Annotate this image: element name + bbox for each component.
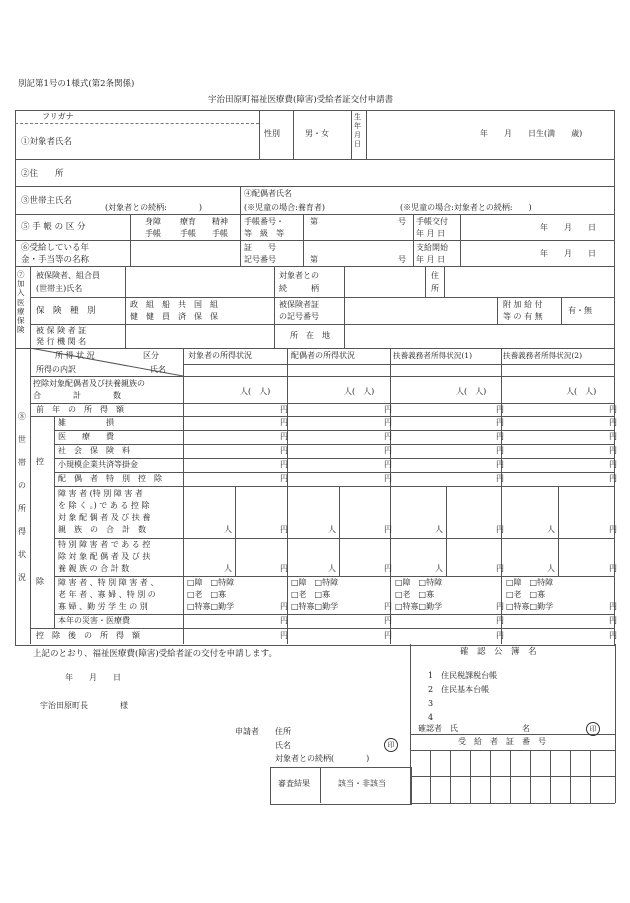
yen-mark: 円 <box>496 446 504 455</box>
yen-mark: 円 <box>280 602 288 611</box>
pension-label-2: 金・手当等の名称 <box>21 255 90 265</box>
special-line2: 老 年 者 、寡 婦 、特 別 の <box>58 590 156 599</box>
benefit-select[interactable]: 有・無 <box>568 306 592 315</box>
birth-date-field[interactable]: 年 月 日生(満 歳) <box>480 129 583 138</box>
yen-mark: 円 <box>280 525 288 534</box>
yen-mark: 円 <box>609 525 617 534</box>
register-1[interactable]: 1 住民税課税台帳 <box>428 671 498 680</box>
checkbox-c4-3[interactable]: □特寡□勤学 <box>506 602 554 611</box>
insurance-type-label: 保 険 種 別 <box>36 306 96 316</box>
yen-mark: 円 <box>496 616 504 625</box>
yen-mark: 円 <box>384 525 392 534</box>
insurance-symbol-label-2: の記号番号 <box>279 312 319 321</box>
handbook-number-label: 手帳番号・ <box>244 217 284 226</box>
insured-label-1: 被保険者、組合員 <box>36 271 100 280</box>
handbook-type-2[interactable]: 療育 <box>180 217 196 226</box>
yen-mark: 円 <box>496 631 504 640</box>
special-line3: 寡 婦 、勤 労 学 生 の 別 <box>58 602 148 611</box>
yen-mark: 円 <box>384 564 392 573</box>
pension-cert-label-1: 証 号 <box>244 243 276 252</box>
handbook-issue-date-field[interactable]: 年 月 日 <box>540 223 596 232</box>
issuer-name-field[interactable] <box>127 326 272 346</box>
yen-mark: 円 <box>384 432 392 441</box>
yen-mark: 円 <box>496 432 504 441</box>
person-mark: 人 <box>435 525 443 534</box>
insurance-type-options-1[interactable]: 政 組 船 共 国 組 <box>130 300 218 309</box>
deduction-spouse-special: 配 偶 者 特 別 控 除 <box>58 474 162 483</box>
furigana-field[interactable] <box>90 112 258 122</box>
yen-mark: 円 <box>609 418 617 427</box>
insurance-section-label: ⑦加入医療保険 <box>17 270 25 335</box>
dependents-value-1[interactable]: 人( 人) <box>240 387 271 396</box>
yen-mark: 円 <box>496 525 504 534</box>
yen-mark: 円 <box>496 474 504 483</box>
confirm-title: 確 認 公 簿 名 <box>460 647 537 657</box>
deduction-label-left: 控 <box>36 457 44 466</box>
pension-dai: 第 <box>310 255 318 264</box>
applicant-address-label: 住所 <box>275 727 291 736</box>
declaration-text: 上記のとおり、福祉医療費(障害)受給者証の交付を申請します。 <box>33 649 277 659</box>
applicant-name-label: ①対象者氏名 <box>21 137 73 147</box>
prev-income-label: 前 年 の 所 得 額 <box>36 405 124 414</box>
yen-mark: 円 <box>609 602 617 611</box>
income-name-label: 氏名 <box>150 365 166 374</box>
issuer-location-label: 所 在 地 <box>290 331 330 340</box>
issuer-location-field[interactable] <box>346 326 611 346</box>
form-number: 別記第1号の1様式(第2条関係) <box>18 79 135 89</box>
yen-mark: 円 <box>384 405 392 414</box>
issuer-label-2: 発 行 機 関 名 <box>36 337 87 346</box>
yen-mark: 円 <box>496 602 504 611</box>
review-label: 審査結果 <box>278 779 310 788</box>
income-status-label: 所 得 状 況 <box>55 351 95 360</box>
handbook-suffix-2: 手帳 <box>180 229 196 238</box>
address-field[interactable] <box>90 161 610 184</box>
furigana-label: フリガナ <box>42 112 74 121</box>
pension-start-label-2: 年 月 日 <box>416 255 446 264</box>
income-col-3: 扶養義務者所得状況(1) <box>393 351 473 360</box>
handbook-number-field[interactable] <box>320 216 396 238</box>
handbook-type-1[interactable]: 身障 <box>145 217 161 226</box>
yen-mark: 円 <box>384 602 392 611</box>
person-mark: 人 <box>328 564 336 573</box>
deduction-small-business: 小規模企業共済等掛金 <box>58 460 138 469</box>
pension-label-1: ⑥受給している年 <box>21 243 90 253</box>
pension-cert-label-2: 記号番号 <box>244 255 276 264</box>
person-mark: 人 <box>224 525 232 534</box>
handbook-dai: 第 <box>310 217 318 226</box>
insurance-type-options-2[interactable]: 健 健 員 済 保 保 <box>130 312 218 321</box>
income-category-label: 区分 <box>143 351 159 360</box>
yen-mark: 円 <box>280 631 288 640</box>
pension-start-date-field[interactable]: 年 月 日 <box>540 249 596 258</box>
benefit-label-2: 等 の 有 無 <box>503 312 543 321</box>
birth-label: 生年月日 <box>354 113 361 148</box>
insurance-address-label-1: 住 <box>431 271 439 280</box>
spouse-label: ④配偶者氏名 <box>244 189 292 198</box>
insurance-relation-label-1: 対象者との <box>279 271 319 280</box>
disabled2-line1: 特 別 障 害 者 で あ る 控 <box>58 540 151 549</box>
after-deduction-label: 控 除 後 の 所 得 額 <box>36 631 140 640</box>
insurance-symbol-field[interactable] <box>346 299 495 322</box>
yen-mark: 円 <box>280 418 288 427</box>
disabled2-line3: 養 親 族 の 合 計 数 <box>58 564 130 573</box>
handbook-issue-label: 手帳交付 <box>416 217 448 226</box>
yen-mark: 円 <box>609 405 617 414</box>
person-mark: 人 <box>547 564 555 573</box>
spouse-note: (※児童の場合:養育者) <box>244 203 325 212</box>
confirmer-label: 確認者 氏 名 <box>418 724 530 733</box>
pension-start-label-1: 支給開始 <box>416 243 448 252</box>
spouse-relation[interactable]: (※児童の場合:対象者との続柄: ) <box>400 203 532 212</box>
insurance-relation-label-2: 続 柄 <box>279 284 319 293</box>
person-mark: 人 <box>547 525 555 534</box>
income-col-4: 扶養義務者所得状況(2) <box>503 351 583 360</box>
person-mark: 人 <box>435 564 443 573</box>
gender-label: 性別 <box>264 129 280 138</box>
dependents-label-2: 合 計 数 <box>33 391 121 400</box>
checkbox-c2-1[interactable]: □障 □特障 <box>291 578 339 587</box>
pension-name-field[interactable] <box>132 242 238 264</box>
deduction-label-right: 除 <box>36 577 44 586</box>
checkbox-c4-2[interactable]: □老 □寡 <box>506 590 546 599</box>
yen-mark: 円 <box>280 432 288 441</box>
insurance-symbol-label-1: 被保険者証 <box>279 300 319 309</box>
issuer-label-1: 被 保 険 者 証 <box>36 326 87 335</box>
gender-select[interactable]: 男・女 <box>305 129 329 138</box>
benefit-label-1: 附 加 給 付 <box>503 300 543 309</box>
yen-mark: 円 <box>384 418 392 427</box>
handbook-suffix-1: 手帳 <box>145 229 161 238</box>
household-head-label: ③世帯主氏名 <box>21 196 73 206</box>
deduction-medical: 医 療 費 <box>58 432 114 441</box>
register-4[interactable]: 4 <box>428 713 434 722</box>
applicant-seal: 印 <box>384 738 398 752</box>
handbook-go: 号 <box>398 217 406 226</box>
checkbox-c3-2[interactable]: □老 □寡 <box>395 590 435 599</box>
checkbox-c2-2[interactable]: □老 □寡 <box>291 590 331 599</box>
address-label: ②住 所 <box>21 169 64 179</box>
pension-number-field[interactable] <box>320 242 396 264</box>
yen-mark: 円 <box>609 432 617 441</box>
confirmer-seal: 印 <box>586 722 600 736</box>
handbook-grade-label: 等 級 等 <box>244 229 284 238</box>
checkbox-c1-2[interactable]: □老 □寡 <box>187 590 227 599</box>
applicant-name-sign-label: 氏名 <box>275 741 291 750</box>
applicant-label: 申請者 <box>235 727 259 736</box>
checkbox-c1-1[interactable]: □障 □特障 <box>187 578 235 587</box>
income-section-label: ⑧世帯の所得状況 <box>18 412 26 582</box>
disaster-label: 本年の災害・医療費 <box>58 616 130 625</box>
yen-mark: 円 <box>384 474 392 483</box>
yen-mark: 円 <box>496 460 504 469</box>
yen-mark: 円 <box>609 474 617 483</box>
form-title: 宇治田原町福祉医療費(障害)受給者証交付申請書 <box>208 95 394 105</box>
checkbox-c1-3[interactable]: □特寡□勤学 <box>187 602 235 611</box>
insurance-address-label-2: 所 <box>431 284 439 293</box>
person-mark: 人 <box>328 525 336 534</box>
dependents-value-4[interactable]: 人( 人) <box>566 387 597 396</box>
yen-mark: 円 <box>280 616 288 625</box>
yen-mark: 円 <box>609 564 617 573</box>
yen-mark: 円 <box>280 564 288 573</box>
yen-mark: 円 <box>280 460 288 469</box>
deduction-social-insurance: 社 会 保 険 料 <box>58 446 130 455</box>
yen-mark: 円 <box>496 418 504 427</box>
yen-mark: 円 <box>280 446 288 455</box>
disabled2-line2: 除 対 象 配 偶 者 及 び 扶 <box>58 552 151 561</box>
handbook-issue-date-label: 年 月 日 <box>416 229 446 238</box>
dependents-value-2[interactable]: 人( 人) <box>344 387 375 396</box>
household-head-relation[interactable]: (対象者との続柄: ) <box>105 203 202 212</box>
yen-mark: 円 <box>609 446 617 455</box>
checkbox-c4-1[interactable]: □障 □特障 <box>506 578 554 587</box>
yen-mark: 円 <box>384 631 392 640</box>
yen-mark: 円 <box>609 460 617 469</box>
yen-mark: 円 <box>609 616 617 625</box>
register-2[interactable]: 2 住民基本台帳 <box>428 685 490 694</box>
pension-go: 号 <box>398 255 406 264</box>
disabled1-line2: を 除 く 。) で あ る 控 除 <box>58 501 150 510</box>
mayor-addressee: 宇治田原町長 様 <box>40 701 128 710</box>
yen-mark: 円 <box>384 446 392 455</box>
person-mark: 人 <box>224 564 232 573</box>
dependents-label-1: 控除対象配偶者及び扶養親族の <box>33 379 145 388</box>
yen-mark: 円 <box>280 474 288 483</box>
deduction-misc: 雑 損 <box>58 418 114 427</box>
handbook-type-label: ⑤ 手 帳 の 区 分 <box>21 222 86 232</box>
handbook-type-3[interactable]: 精神 <box>212 217 228 226</box>
cert-cell-divider <box>410 776 615 777</box>
handbook-suffix-3: 手帳 <box>212 229 228 238</box>
application-date[interactable]: 年 月 日 <box>65 673 121 682</box>
income-detail-label: 所得の内訳 <box>36 365 76 374</box>
disabled1-line4: 親 族 の 合 計 数 <box>58 525 146 534</box>
cert-cell-divider <box>615 750 616 803</box>
special-line1: 障 害 者 、特 別 障 害 者 、 <box>58 578 159 587</box>
register-3[interactable]: 3 <box>428 699 434 708</box>
yen-mark: 円 <box>496 564 504 573</box>
yen-mark: 円 <box>384 616 392 625</box>
checkbox-c2-3[interactable]: □特寡□勤学 <box>291 602 339 611</box>
insured-name-field[interactable] <box>127 268 272 295</box>
dependents-value-3[interactable]: 人( 人) <box>456 387 487 396</box>
review-result[interactable]: 該当・非該当 <box>338 779 386 788</box>
insurance-relation-field[interactable] <box>346 268 423 295</box>
yen-mark: 円 <box>384 460 392 469</box>
checkbox-c3-1[interactable]: □障 □特障 <box>395 578 443 587</box>
yen-mark: 円 <box>496 405 504 414</box>
yen-mark: 円 <box>609 631 617 640</box>
cert-number-label: 受 給 者 証 番 号 <box>458 737 546 746</box>
applicant-name-field[interactable] <box>90 126 258 158</box>
disabled1-line1: 障 害 者 (特 別 障 害 者 <box>58 489 143 498</box>
income-col-1: 対象者の所得状況 <box>188 351 252 360</box>
yen-mark: 円 <box>280 405 288 414</box>
applicant-relation[interactable]: 対象者との続柄( ) <box>275 754 370 763</box>
disabled1-line3: 対 象 配 偶 者 及 び 扶 養 <box>58 513 151 522</box>
insurance-address-field[interactable] <box>446 268 611 295</box>
checkbox-c3-3[interactable]: □特寡□勤学 <box>395 602 443 611</box>
insured-label-2: (世帯主)氏名 <box>36 284 83 293</box>
income-col-2: 配偶者の所得状況 <box>291 351 355 360</box>
